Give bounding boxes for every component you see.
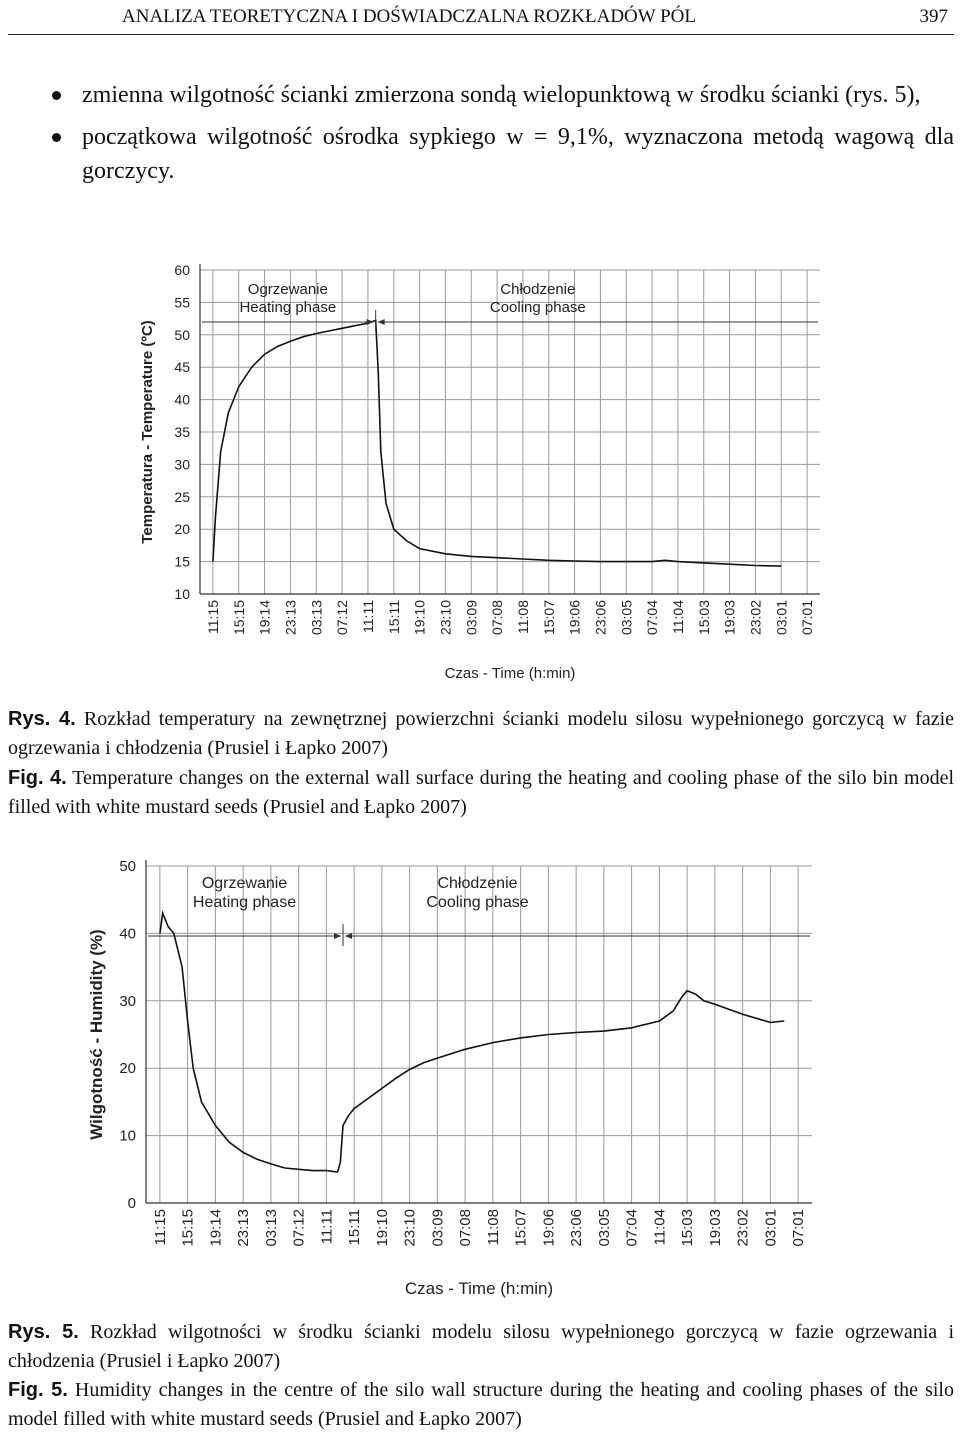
x-tick-label: 19:03 bbox=[706, 1209, 724, 1247]
x-tick-label: 23:06 bbox=[592, 600, 609, 636]
x-tick-label: 15:15 bbox=[179, 1209, 197, 1247]
y-tick-label: 50 bbox=[119, 858, 136, 875]
x-tick-label: 19:03 bbox=[721, 600, 738, 636]
x-tick-label: 03:09 bbox=[429, 1209, 447, 1247]
x-tick-label: 07:01 bbox=[790, 1209, 808, 1247]
x-tick-label: 03:05 bbox=[595, 1209, 613, 1247]
x-tick-label: 07:08 bbox=[489, 600, 506, 636]
y-tick-label: 40 bbox=[119, 925, 136, 943]
x-tick-label: 07:01 bbox=[799, 600, 816, 636]
bullet-item bbox=[50, 120, 954, 188]
bullet-dot-icon bbox=[52, 133, 61, 142]
x-tick-label: 23:02 bbox=[747, 600, 764, 636]
x-tick-label: 15:11 bbox=[346, 1209, 364, 1246]
y-tick-label: 20 bbox=[119, 1060, 136, 1078]
bullet-dot-icon bbox=[52, 91, 61, 100]
x-tick-label: 07:12 bbox=[334, 600, 351, 636]
x-tick-label: 03:13 bbox=[308, 600, 325, 636]
x-tick-label: 15:03 bbox=[679, 1209, 697, 1247]
annotation-cooling-pl: Chłodzenie bbox=[437, 875, 518, 892]
annotation-heating-en: Heating phase bbox=[192, 894, 297, 911]
page-number: 397 bbox=[919, 6, 948, 27]
bullet-text: zmienna wilgotność ścianki zmierzona sondą wielopunktową w środku ścianki (rys. 5), bbox=[82, 82, 921, 108]
x-tick-label: 03:01 bbox=[762, 1209, 780, 1247]
caption-label: Fig. 5. bbox=[8, 1379, 68, 1401]
x-tick-label: 07:12 bbox=[290, 1209, 308, 1247]
annotation-heating-pl: Ogrzewanie bbox=[247, 281, 328, 298]
x-tick-label: 23:02 bbox=[734, 1209, 752, 1247]
x-tick-label: 11:08 bbox=[484, 1209, 502, 1246]
x-tick-label: 11:04 bbox=[669, 600, 686, 634]
x-tick-label: 19:06 bbox=[540, 1209, 558, 1247]
x-tick-label: 03:09 bbox=[463, 600, 480, 636]
x-tick-label: 15:15 bbox=[230, 600, 247, 636]
temperature-chart bbox=[130, 252, 830, 688]
y-tick-label: 0 bbox=[127, 1195, 136, 1212]
x-tick-label: 19:14 bbox=[207, 1209, 225, 1247]
bullet-text: początkowa wilgotność ośrodka sypkiego w = 9,1%, wyznaczona metodą wagową dla gorczycy. bbox=[82, 124, 954, 184]
x-tick-label: 07:04 bbox=[623, 1209, 641, 1247]
y-tick-label: 60 bbox=[174, 262, 190, 278]
x-tick-label: 03:05 bbox=[618, 600, 635, 636]
x-tick-label: 11:04 bbox=[651, 1209, 669, 1246]
annotation-cooling-pl: Chłodzenie bbox=[500, 281, 576, 298]
x-tick-label: 11:11 bbox=[318, 1209, 336, 1245]
x-axis-title: Czas - Time (h:min) bbox=[404, 1279, 554, 1298]
arrowhead-icon bbox=[334, 933, 341, 939]
y-axis-title: Temperatura - Temperature (ºC) bbox=[139, 320, 156, 544]
running-title: ANALIZA TEORETYCZNA I DOŚWIADCZALNA ROZKŁADÓW PÓL bbox=[122, 6, 697, 27]
x-tick-label: 23:13 bbox=[282, 600, 299, 636]
caption-fig4-en bbox=[8, 764, 954, 822]
x-tick-label: 07:04 bbox=[644, 600, 661, 636]
figure-temperature bbox=[130, 252, 830, 688]
caption-text: Humidity changes in the centre of the silo wall structure during the heating and cooling phases of the silo model filled with white mustard seeds (Prusiel and Łapko 2007) bbox=[8, 1379, 954, 1430]
caption-fig5-en bbox=[8, 1376, 954, 1434]
y-tick-label: 10 bbox=[119, 1127, 136, 1145]
figure-humidity bbox=[80, 850, 830, 1302]
x-tick-label: 15:07 bbox=[512, 1209, 530, 1247]
x-tick-label: 23:06 bbox=[568, 1209, 586, 1247]
caption-fig5-pl bbox=[8, 1318, 954, 1376]
arrowhead-icon bbox=[367, 319, 374, 325]
y-tick-label: 30 bbox=[174, 456, 190, 473]
x-tick-label: 11:15 bbox=[151, 1209, 169, 1246]
annotation-heating-en: Heating phase bbox=[239, 299, 337, 316]
caption-fig4-pl bbox=[8, 705, 954, 763]
x-tick-label: 23:10 bbox=[437, 600, 454, 636]
y-tick-label: 30 bbox=[119, 992, 136, 1010]
annotation-cooling-en: Cooling phase bbox=[489, 299, 586, 316]
y-tick-label: 40 bbox=[174, 391, 190, 408]
y-tick-label: 10 bbox=[174, 586, 190, 602]
x-axis-title: Czas - Time (h:min) bbox=[444, 665, 576, 682]
arrowhead-icon bbox=[345, 933, 352, 939]
running-header bbox=[8, 0, 954, 35]
bullet-list bbox=[50, 78, 954, 188]
y-axis-title: Wilgotność - Humidity (%) bbox=[87, 929, 106, 1140]
x-tick-label: 19:10 bbox=[411, 600, 428, 636]
y-tick-label: 20 bbox=[174, 521, 190, 538]
caption-text: Rozkład temperatury na zewnętrznej powierzchni ścianki modelu silosu wypełnionego gorczycą w fazie ogrzewania i chłodzenia (Prusiel i Łapko 2007) bbox=[8, 708, 955, 759]
caption-label: Fig. 4. bbox=[8, 767, 67, 789]
bullet-item bbox=[50, 78, 954, 112]
caption-text: Temperature changes on the external wall surface during the heating and cooling phase of the silo bin model filled with white mustard seeds (Prusiel and Łapko 2007) bbox=[8, 767, 954, 818]
y-tick-label: 50 bbox=[174, 326, 190, 343]
annotation-cooling-en: Cooling phase bbox=[426, 894, 529, 911]
y-tick-label: 55 bbox=[174, 294, 190, 311]
x-tick-label: 19:10 bbox=[373, 1209, 391, 1247]
y-tick-label: 35 bbox=[174, 424, 190, 440]
x-tick-label: 11:11 bbox=[359, 600, 376, 633]
x-tick-label: 11:15 bbox=[204, 600, 221, 634]
x-tick-label: 19:06 bbox=[566, 600, 583, 636]
arrowhead-icon bbox=[378, 319, 385, 325]
y-tick-label: 25 bbox=[174, 488, 190, 505]
y-tick-label: 45 bbox=[174, 359, 190, 376]
caption-label: Rys. 5. bbox=[8, 1321, 79, 1343]
x-tick-label: 23:10 bbox=[401, 1209, 419, 1247]
x-tick-label: 15:03 bbox=[695, 600, 712, 636]
caption-text: Rozkład wilgotności w środku ścianki modelu silosu wypełnionego gorczycą w fazie ogrzewania i chłodzenia (Prusiel i Łapko 2007) bbox=[8, 1321, 955, 1372]
x-tick-label: 07:08 bbox=[457, 1209, 475, 1247]
x-tick-label: 19:14 bbox=[256, 600, 273, 636]
x-tick-label: 15:07 bbox=[540, 600, 557, 636]
annotation-heating-pl: Ogrzewanie bbox=[201, 875, 288, 892]
x-tick-label: 11:08 bbox=[514, 600, 531, 634]
y-tick-label: 15 bbox=[174, 553, 190, 570]
humidity-chart bbox=[80, 850, 830, 1302]
x-tick-label: 15:11 bbox=[385, 600, 402, 634]
x-tick-label: 03:13 bbox=[262, 1209, 280, 1247]
x-tick-label: 23:13 bbox=[235, 1209, 253, 1247]
x-tick-label: 03:01 bbox=[773, 600, 790, 636]
caption-label: Rys. 4. bbox=[8, 708, 76, 730]
data-line bbox=[160, 913, 784, 1172]
